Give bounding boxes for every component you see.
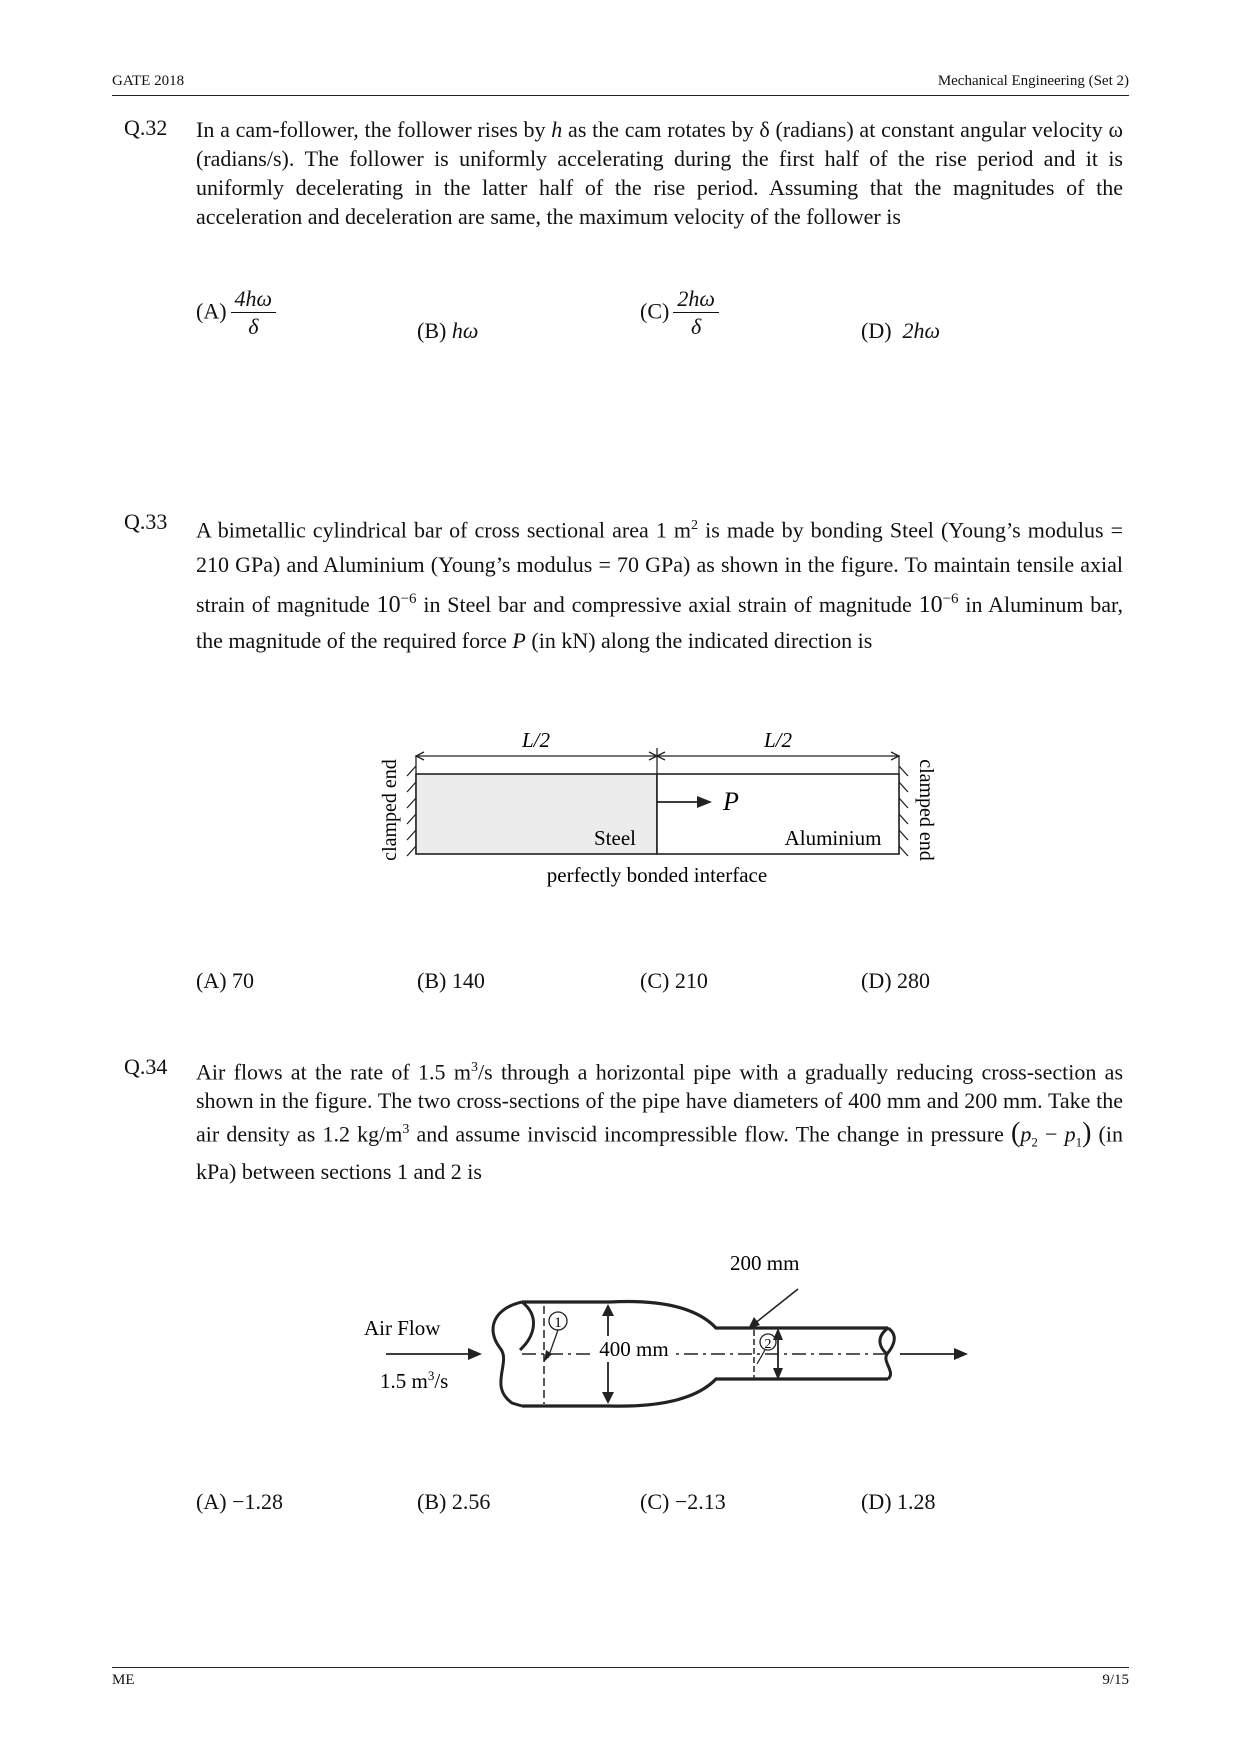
q34-figure (364, 1251, 980, 1428)
header-exam: GATE 2018 (112, 73, 185, 89)
q34-text: Air flows at the rate of 1.5 $m^3/s$ through a horizontal pipe with a gradually reducing cross-section as shown in the figure. The two cross-sections of the pipe have diameters of 400 mm and 200 mm. Take the air density as 1.2 $kg/m^3$ and assume inviscid incompressible flow. The change in pressure $(p_2 - p_1)$ (in kPa) between sections 1 and 2 is (196, 1059, 1123, 1185)
q32-option-a: (A) $\frac{4h\omega}{\delta}$ (196, 286, 276, 341)
q34-number: Q.34 (124, 1054, 168, 1079)
footer-rule (112, 1667, 1129, 1668)
length-left-label: L/2 (521, 728, 551, 752)
q32-number: Q.32 (124, 115, 168, 140)
header-rule (112, 95, 1129, 96)
q34-option-a: (A) −1.28 (196, 1489, 283, 1514)
q33-option-b: (B) 140 (417, 968, 485, 993)
section-2-label: 2 (764, 1337, 772, 1352)
q33-number: Q.33 (124, 509, 168, 534)
force-label: P (723, 787, 739, 816)
d2-label: 200 mm (730, 1251, 800, 1275)
q33-option-d: (D) 280 (861, 968, 931, 993)
q32-option-b: (B) hω (417, 318, 479, 343)
d2-leader (754, 1289, 798, 1324)
q33-option-c: (C) 210 (640, 968, 708, 993)
flow-rate-label: 1.5 $m^3/s$ (380, 1368, 449, 1393)
pipe-left-cut (493, 1302, 522, 1406)
q32-option-c: (C) $\frac{2h\omega}{\delta}$ (640, 286, 719, 341)
steel-label: Steel (594, 826, 636, 850)
footer-code: ME (112, 1672, 135, 1688)
left-clamp-hatch (407, 756, 416, 856)
q32-text: In a cam-follower, the follower rises by h as the cam rotates by δ (radians) at constant angular velocity ω (radians/s). The follower is uniformly accelerating during the first half of the rise period and it is uniformly decelerating in the latter half of the rise period. Assuming that the magnitudes of the acceleration and deceleration are same, the maximum velocity of the follower is (196, 117, 1123, 229)
right-clamp-label: clamped end (915, 759, 937, 861)
left-clamp-label: clamped end (379, 759, 401, 861)
q34-option-c: (C) −2.13 (640, 1489, 726, 1514)
length-right-label: L/2 (763, 728, 793, 752)
q33-option-a: (A) 70 (196, 968, 255, 993)
q34-option-b: (B) 2.56 (417, 1489, 491, 1514)
page-number: 9/15 (1102, 1672, 1129, 1688)
right-clamp-hatch (899, 756, 908, 856)
q33-figure (360, 720, 950, 900)
interface-label: perfectly bonded interface (546, 863, 768, 887)
q34-option-d: (D) 1.28 (861, 1489, 936, 1514)
header-paper: Mechanical Engineering (Set 2) (937, 73, 1129, 89)
aluminium-label: Aluminium (784, 826, 882, 850)
pipe-outline (522, 1302, 888, 1328)
q32-option-d: (D) 2hω (861, 318, 941, 343)
d1-label: 400 mm (599, 1337, 669, 1361)
dimension-line (416, 748, 899, 774)
q33-text: A bimetallic cylindrical bar of cross sectional area 1 $m^2$ is made by bonding Steel (Young’s modulus = 210 GPa) and Aluminium (Young’s modulus = 70 GPa) as shown in the figure. To maintain tensile axial strain of magnitude $10^{-6}$ in Steel bar and compressive axial strain of magnitude $10^{-6}$ in Aluminum bar, the magnitude of the required force P (in kN) along the indicated direction is (196, 517, 1123, 654)
air-flow-label: Air Flow (364, 1316, 441, 1340)
section-1-label: 1 (554, 1315, 562, 1331)
